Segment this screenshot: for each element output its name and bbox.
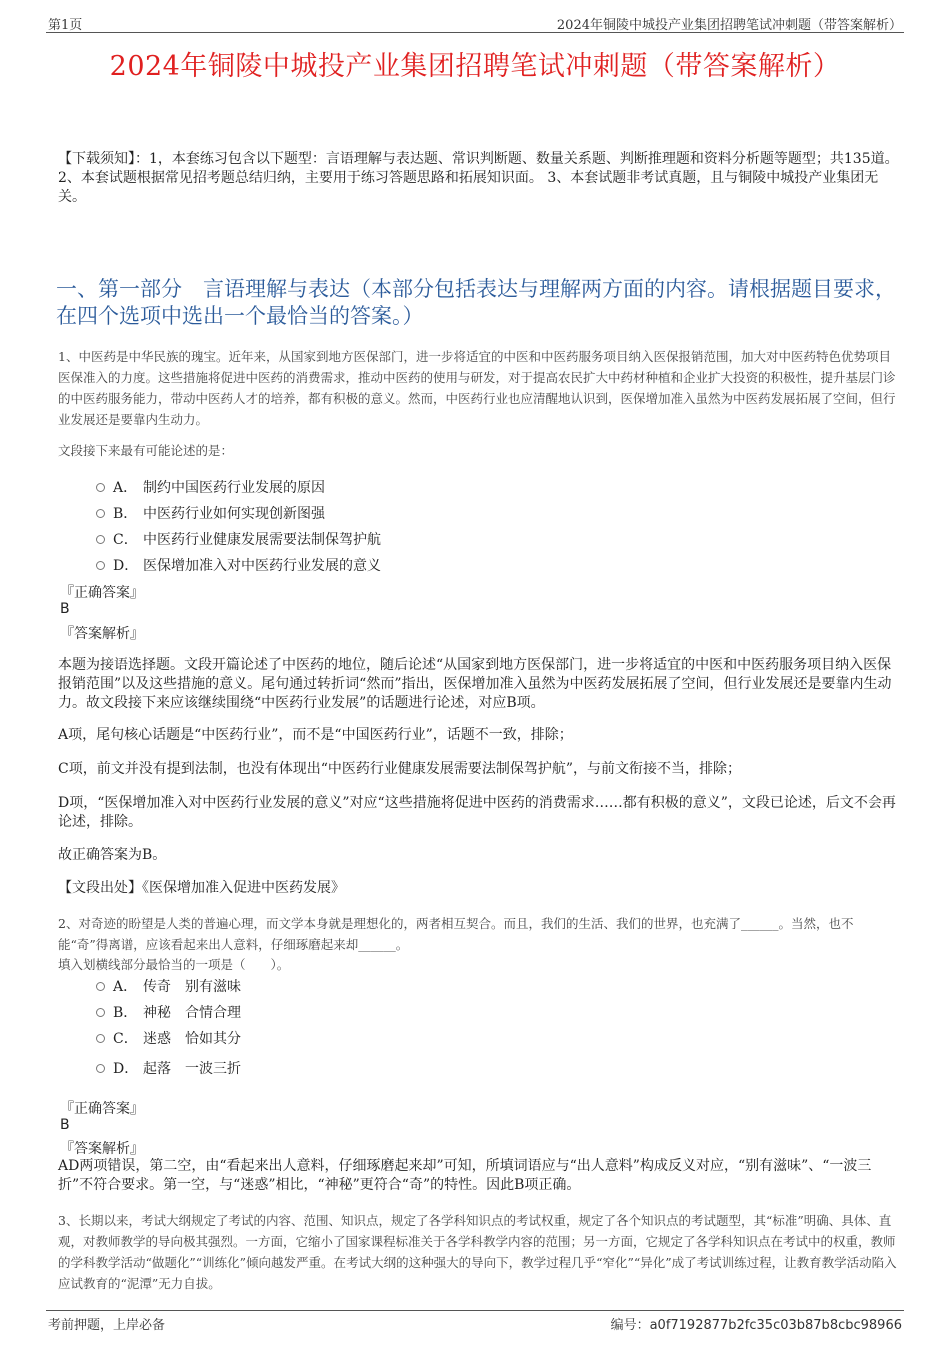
q1-analysis-main: 本题为接语选择题。文段开篇论述了中医药的地位，随后论述“从国家到地方医保部门，进一步将适宜的中医和中医药服务项目纳入医保报销范围”以及这些措施的意义。尾句通过转折词“然而”指出，医保增加准入虽然为中医药发展拓展了空间，但行业发展还是要靠内生动力。故文段接下来应该继续围绕“中医药行业发展”的话题进行论述，对应B项。 (58, 657, 892, 711)
q1-option-a[interactable] (96, 477, 325, 497)
q1-analysis-c: C项，前文并没有提到法制，也没有体现出“中医药行业健康发展需要法制保驾护航”，与前文衔接不当，排除； (58, 761, 742, 777)
q3-stem: 3、长期以来，考试大纲规定了考试的内容、范围、知识点，规定了各学科知识点的考试权重，规定了各个知识点的考试题型，其“标准”明确、具体、直观，对教师教学的导向极其强烈。一方面，它缩小了国家课程标准关于各学科教学内容的范围；另一方面，它规定了各学科知识点在考试中的权重，教师的学科教学活动“做题化”“训练化”倾向越发严重。在考试大纲的这种强大的导向下，教学过程几乎“窄化”“异化”成了考试训练过程，让教育教学活动陷入应试教育的“泥潭”无力自拔。 (58, 1213, 897, 1291)
q2-option-c[interactable] (96, 1028, 241, 1048)
header-doc-title: 2024年铜陵中城投产业集团招聘笔试冲刺题（带答案解析） (556, 18, 902, 33)
q1-option-d[interactable] (96, 555, 381, 575)
q2-analysis-label: 『答案解析』 (60, 1141, 144, 1157)
option-letter: B． (113, 506, 138, 522)
option-letter: C． (113, 1031, 138, 1047)
option-text: 中医药行业健康发展需要法制保驾护航 (143, 532, 381, 548)
option-letter: D． (113, 1061, 139, 1077)
option-text: 中医药行业如何实现创新图强 (143, 506, 325, 522)
option-text: 医保增加准入对中医药行业发展的意义 (143, 558, 381, 574)
option-letter: C． (113, 532, 138, 548)
radio-icon[interactable] (96, 535, 105, 544)
q2-prompt: 填入划横线部分最恰当的一项是（ ）。 (58, 957, 290, 972)
footer-rule (46, 1310, 904, 1311)
footer-code-label: 编号： (610, 1318, 650, 1333)
radio-icon[interactable] (96, 561, 105, 570)
q1-answer: B (60, 601, 70, 617)
option-letter: A． (113, 480, 138, 496)
q1-analysis-d: D项，“医保增加准入对中医药行业发展的意义”对应“这些措施将促进中医药的消费需求……都有积极的意义”，文段已论述，后文不会再论述，排除。 (58, 795, 896, 830)
radio-icon[interactable] (96, 1008, 105, 1017)
page-number: 第1页 (48, 18, 83, 33)
option-text: 制约中国医药行业发展的原因 (143, 480, 325, 496)
radio-icon[interactable] (96, 982, 105, 991)
radio-icon[interactable] (96, 1034, 105, 1043)
q1-option-b[interactable] (96, 503, 325, 523)
q1-analysis-a: A项，尾句核心话题是“中医药行业”，而不是“中国医药行业”，话题不一致，排除； (58, 727, 573, 743)
q1-stem: 1、中医药是中华民族的瑰宝。近年来，从国家到地方医保部门，进一步将适宜的中医和中医药服务项目纳入医保报销范围，加大对中医药特色优势项目医保准入的力度。这些措施将促进中医药的消费需求，推动中医药的使用与研发，对于提高农民扩大中药材种植和企业扩大投资的积极性，提升基层门诊的中医药服务能力，带动中医药人才的培养，都有积极的意义。然而，中医药行业也应清醒地认识到，医保增加准入虽然为中医药发展拓展了空间，但行业发展还是要靠内生动力。 (58, 349, 896, 427)
option-text: 神秘 合情合理 (143, 1005, 241, 1021)
q1-answer-label: 『正确答案』 (60, 585, 144, 601)
option-letter: A． (113, 979, 138, 995)
header-rule (46, 32, 904, 33)
q2-option-a[interactable] (96, 976, 241, 996)
page-title: 2024年铜陵中城投产业集团招聘笔试冲刺题（带答案解析） (109, 51, 841, 82)
option-text: 迷惑 恰如其分 (143, 1031, 241, 1047)
footer-code (611, 1314, 902, 1333)
q2-option-b[interactable] (96, 1002, 241, 1022)
q2-answer: B (60, 1117, 70, 1133)
footer-code-value: a0f7192877b2fc35c03b87b8cbc98966 (649, 1318, 902, 1333)
radio-icon[interactable] (96, 509, 105, 518)
q2-answer-label: 『正确答案』 (60, 1101, 144, 1117)
q2-analysis: AD两项错误，第二空，由“看起来出人意料，仔细琢磨起来却”可知，所填词语应与“出人意料”构成反义对应，“别有滋味”、“一波三折”不符合要求。第一空，与“迷惑”相比，“神秘”更符合“奇”的特性。因此B项正确。 (58, 1158, 872, 1193)
option-letter: B． (113, 1005, 138, 1021)
q1-analysis-label: 『答案解析』 (60, 626, 144, 642)
option-text: 传奇 别有滋味 (143, 979, 241, 995)
radio-icon[interactable] (96, 483, 105, 492)
footer-slogan: 考前押题，上岸必备 (48, 1318, 166, 1333)
q1-conclusion: 故正确答案为B。 (58, 847, 167, 863)
q2-stem: 2、对奇迹的盼望是人类的普遍心理，而文学本身就是理想化的，两者相互契合。而且，我们的生活、我们的世界，也充满了______。当然，也不能“奇”得离谱，应该看起来出人意料，仔细琢磨起来却______。 (58, 916, 854, 952)
q1-option-c[interactable] (96, 529, 381, 549)
option-letter: D． (113, 558, 139, 574)
download-notice: 【下载须知】：1，本套练习包含以下题型：言语理解与表达题、常识判断题、数量关系题、判断推理题和资料分析题等题型；共135道。 2、本套试题根据常见招考题总结归纳，主要用于练习答题思路和拓展知识面。 3、本套试题非考试真题，且与铜陵中城投产业集团无关。 (58, 151, 899, 205)
q1-prompt: 文段接下来最有可能论述的是： (58, 443, 234, 458)
section-heading: 一、第一部分 言语理解与表达（本部分包括表达与理解两方面的内容。请根据题目要求，在四个选项中选出一个最恰当的答案。） (56, 277, 896, 328)
q2-option-d[interactable] (96, 1058, 241, 1078)
q1-source: 【文段出处】《医保增加准入促进中医药发展》 (58, 880, 345, 896)
option-text: 起落 一波三折 (143, 1061, 241, 1077)
radio-icon[interactable] (96, 1064, 105, 1073)
